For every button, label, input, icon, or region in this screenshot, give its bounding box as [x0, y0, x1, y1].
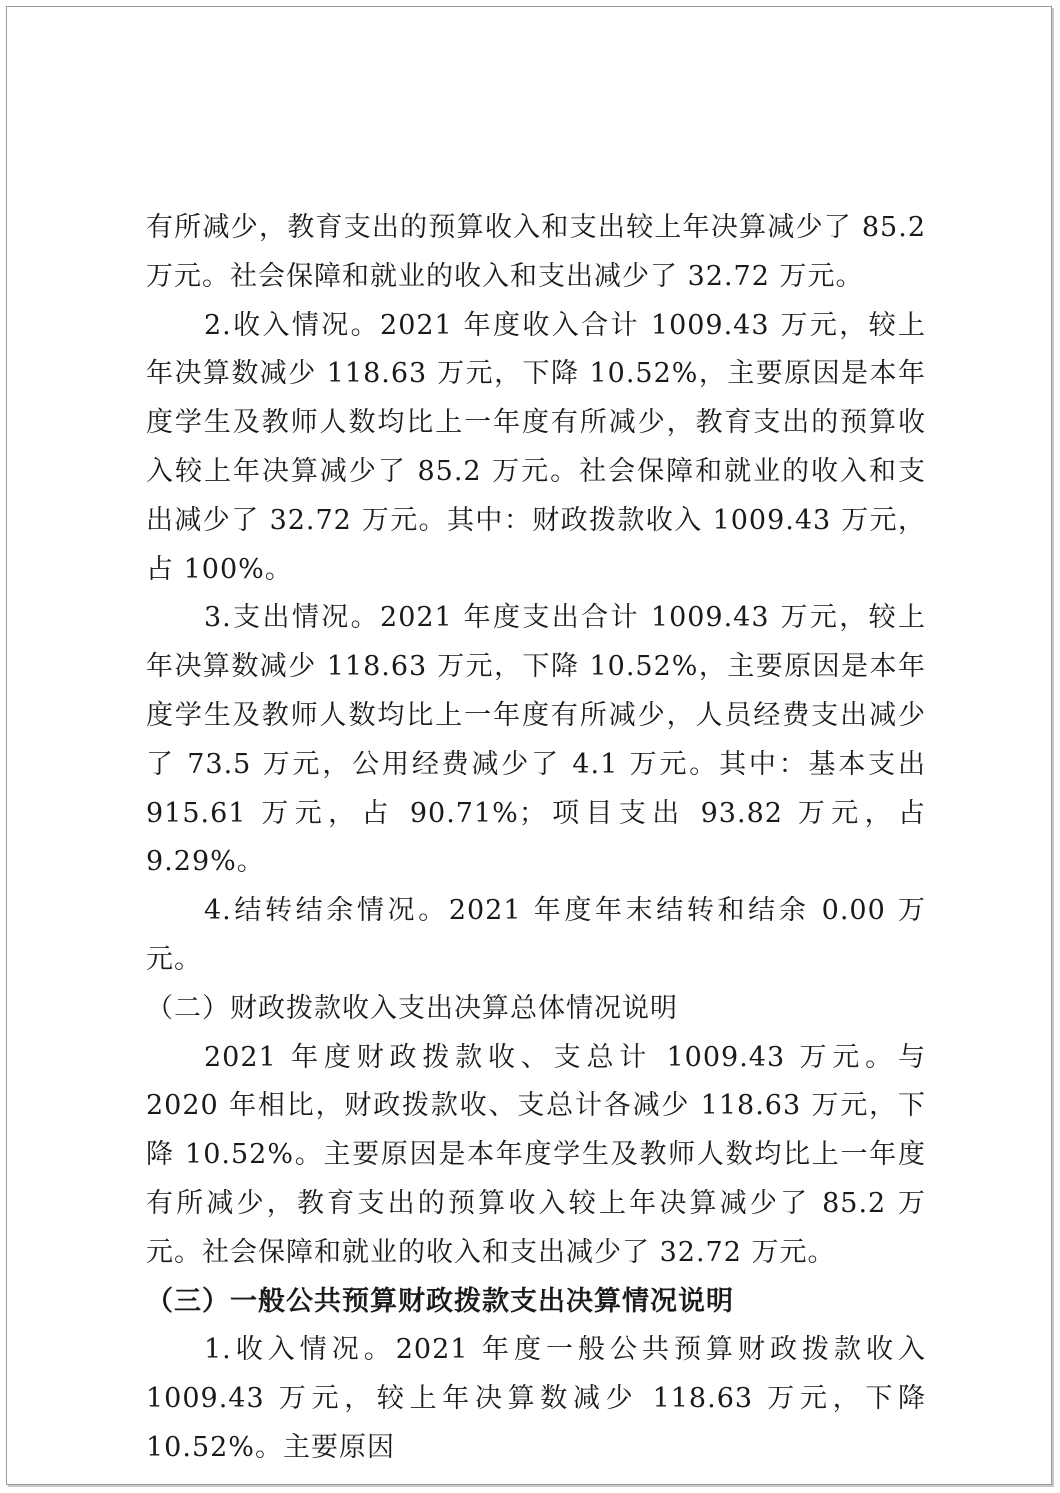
document-page: [6, 6, 1052, 1485]
paragraph-continuation: 有所减少，教育支出的预算收入和支出较上年决算减少了 85.2 万元。社会保障和就业的收入和支出减少了 32.72 万元。: [146, 212, 926, 292]
section-heading-3: （三）一般公共预算财政拨款支出决算情况说明: [146, 1285, 734, 1317]
paragraph-income: 2.收入情况。2021 年度收入合计 1009.43 万元，较上年决算数减少 118.63 万元，下降 10.52%，主要原因是本年度学生及教师人数均比上一年度有所减少，教育支出的预算收入较上年决算减少了 85.2 万元。社会保障和就业的收入和支出减少了 32.72 万元。其中：财政拨款收入 1009.43 万元，占 100%。: [146, 309, 926, 585]
paragraph-expenditure: 3.支出情况。2021 年度支出合计 1009.43 万元，较上年决算数减少 118.63 万元，下降 10.52%，主要原因是本年度学生及教师人数均比上一年度有所减少，人员经费支出减少了 73.5 万元，公用经费减少了 4.1 万元。其中：基本支出 915.61 万元，占 90.71%；项目支出 93.82 万元，占 9.29%。: [146, 602, 926, 878]
paragraph-general-budget-income: 1.收入情况。2021 年度一般公共预算财政拨款收入 1009.43 万元，较上年决算数减少 118.63 万元，下降 10.52%。主要原因: [146, 1334, 926, 1463]
paragraph-carryover: 4.结转结余情况。2021 年度年末结转和结余 0.00 万元。: [146, 895, 926, 975]
document-body: [146, 204, 926, 1473]
section-heading-2: （二）财政拨款收入支出决算总体情况说明: [146, 992, 678, 1024]
paragraph-fiscal-overview: 2021 年度财政拨款收、支总计 1009.43 万元。与 2020 年相比，财政拨款收、支总计各减少 118.63 万元，下降 10.52%。主要原因是本年度学生及教师人数均比上一年度有所减少，教育支出的预算收入较上年决算减少了 85.2 万元。社会保障和就业的收入和支出减少了 32.72 万元。: [146, 1041, 926, 1268]
